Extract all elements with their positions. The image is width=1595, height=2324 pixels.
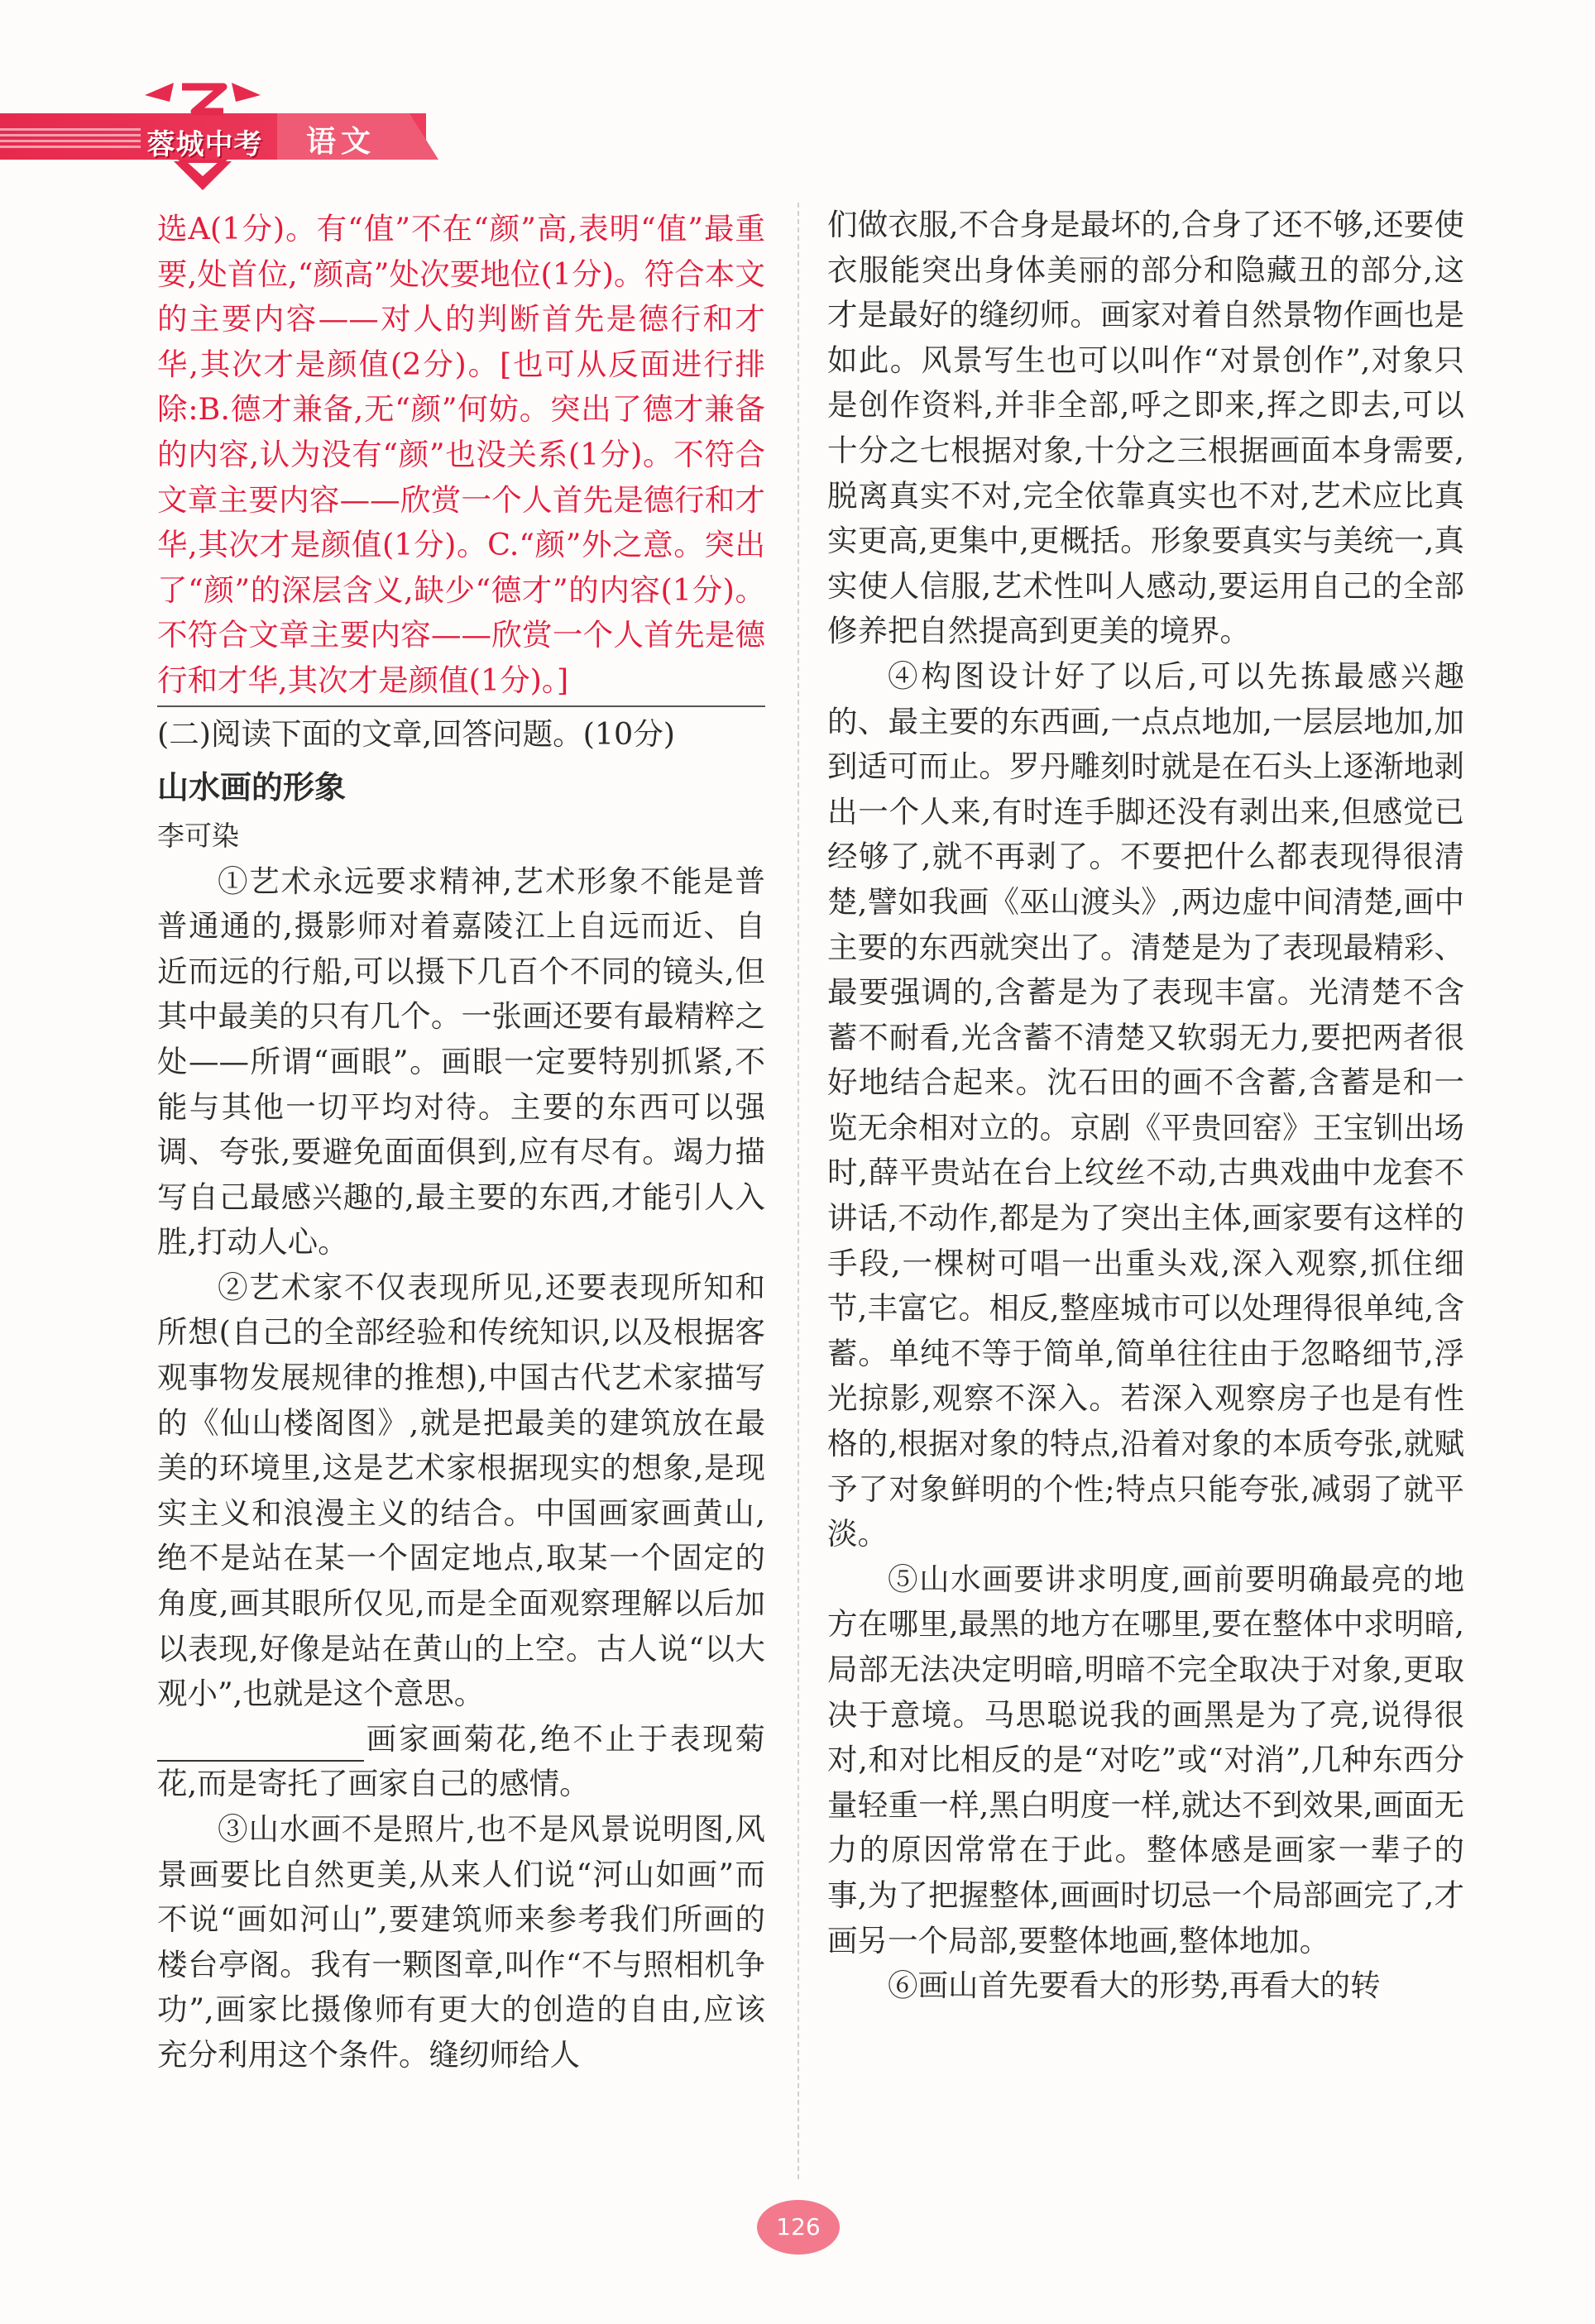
left-column xyxy=(157,207,765,2078)
article-author: 李可染 xyxy=(157,819,239,852)
paragraph-4: ④构图设计好了以后,可以先拣最感兴趣的、最主要的东西画,一点点地加,一层层地加,加到适可而止。罗丹雕刻时就是在石头上逐渐地剥出一个人来,有时连手脚还没有剥出来,但感觉已经够了,就不再剥了。不要把什么都表现得很清楚,譬如我画《巫山渡头》,两边虚中间清楚,画中主要的东西就突出了。清楚是为了表现最精彩、最要强调的,含蓄是为了表现丰富。光清楚不含蓄不耐看,光含蓄不清楚又软弱无力,要把两者很好地结合起来。沈石田的画不含蓄,含蓄是和一览无余相对立的。京剧《平贵回窑》王宝钏出场时,薛平贵站在台上纹丝不动,古典戏曲中龙套不讲话,不动作,都是为了突出主体,画家要有这样的手段,一棵树可唱一出重头戏,深入观察,抓住细节,丰富它。相反,整座城市可以处理得很单纯,含蓄。单纯不等于简单,简单往往由于忽略细节,浮光掠影,观察不深入。若深入观察房子也是有性格的,根据对象的特点,沿着对象的本质夸张,就赋予了对象鲜明的个性;特点只能夸张,减弱了就平淡。 xyxy=(827,658,1464,1552)
paragraph-2-tail: 画家画菊花,绝不止于表现菊花,而是寄托了画家自己的感情。 xyxy=(157,1720,765,1802)
column-divider xyxy=(798,203,799,2179)
page-number: 126 xyxy=(757,2200,840,2255)
answer-text: 选A(1分)。有“值”不在“颜”高,表明“值”最重要,处首位,“颜高”处次要地位(1分)。符合本文的主要内容——对人的判断首先是德行和才华,其次才是颜值(2分)。[也可从反面进行排除:B.德才兼备,无“颜”何妨。突出了德才兼备的内容,认为没有“颜”也没关系(1分)。不符合文章主要内容——欣赏一个人首先是德行和才华,其次才是颜值(1分)。C.“颜”外之意。突出了“颜”的深层含义,缺少“德才”的内容(1分)。不符合文章主要内容——欣赏一个人首先是德行和才华,其次才是颜值(1分)。] xyxy=(157,211,765,698)
paragraph-6: ⑥画山首先要看大的形势,再看大的转 xyxy=(888,1968,1381,2004)
answer-block xyxy=(157,207,765,704)
paragraph-1: ①艺术永远要求精神,艺术形象不能是普普通通的,摄影师对着嘉陵江上自远而近、自近而远的行船,可以摄下几百个不同的镜头,但其中最美的只有几个。一张画还要有最精粹之处——所谓“画眼”。画眼一定要特别抓紧,不能与其他一切平均对待。主要的东西可以强调、夸张,要避免面面俱到,应有尽有。竭力描写自己最感兴趣的,最主要的东西,才能引人入胜,打动人心。 xyxy=(157,863,765,1260)
subject-label: 语文 xyxy=(306,125,376,159)
section-question: (二)阅读下面的文章,回答问题。(10分) xyxy=(157,715,676,752)
brand-logo-text: 蓉城中考 xyxy=(146,128,263,161)
paragraph-2: ②艺术家不仅表现所见,还要表现所知和所想(自己的全部经验和传统知识,以及根据客观事物发展规律的推想),中国古代艺术家描写的《仙山楼阁图》,就是把最美的建筑放在最美的环境里,这是艺术家根据现实的想象,是现实主义和浪漫主义的结合。中国画家画黄山,绝不是站在某一个固定地点,取某一个固定的角度,画其眼所仅见,而是全面观察理解以后加以表现,好像是站在黄山的上空。古人说“以大观小”,也就是这个意思。 xyxy=(157,1269,765,1712)
article-title: 山水画的形象 xyxy=(157,768,347,806)
paragraph-3: ③山水画不是照片,也不是风景说明图,风景画要比自然更美,从来人们说“河山如画”而不说“画如河山”,要建筑师来参考我们所画的楼台亭阁。我有一颗图章,叫作“不与照相机争功”,画家比摄像师有更大的创造的自由,应该充分利用这个条件。缝纫师给人 xyxy=(157,1811,765,2073)
page-header xyxy=(0,79,1595,178)
fill-in-blank[interactable] xyxy=(157,1729,364,1762)
header-stripes xyxy=(0,128,141,148)
paragraph-3-overflow: 们做衣服,不合身是最坏的,合身了还不够,还要使衣服能突出身体美丽的部分和隐藏丑的部分,这才是最好的缝纫师。画家对着自然景物作画也是如此。风景写生也可以叫作“对景创作”,对象只是创作资料,并非全部,呼之即来,挥之即去,可以十分之七根据对象,十分之三根据画面本身需要,脱离真实不对,完全依靠真实也不对,艺术应比真实更高,更集中,更概括。形象要真实与美统一,真实使人信服,艺术性叫人感动,要运用自己的全部修养把自然提高到更美的境界。 xyxy=(827,207,1464,649)
paragraph-5: ⑤山水画要讲求明度,画前要明确最亮的地方在哪里,最黑的地方在哪里,要在整体中求明暗,局部无法决定明暗,明暗不完全取决于对象,更取决于意境。马思聪说我的画黑是为了亮,说得很对,和对比相反的是“对吃”或“对消”,几种东西分量轻重一样,黑白明度一样,就达不到效果,画面无力的原因常常在于此。整体感是画家一辈子的事,为了把握整体,画画时切忌一个局部画完了,才画另一个局部,要整体地画,整体地加。 xyxy=(827,1561,1464,1958)
right-column xyxy=(827,203,1464,2009)
paragraph-2-continued xyxy=(157,1717,765,1807)
